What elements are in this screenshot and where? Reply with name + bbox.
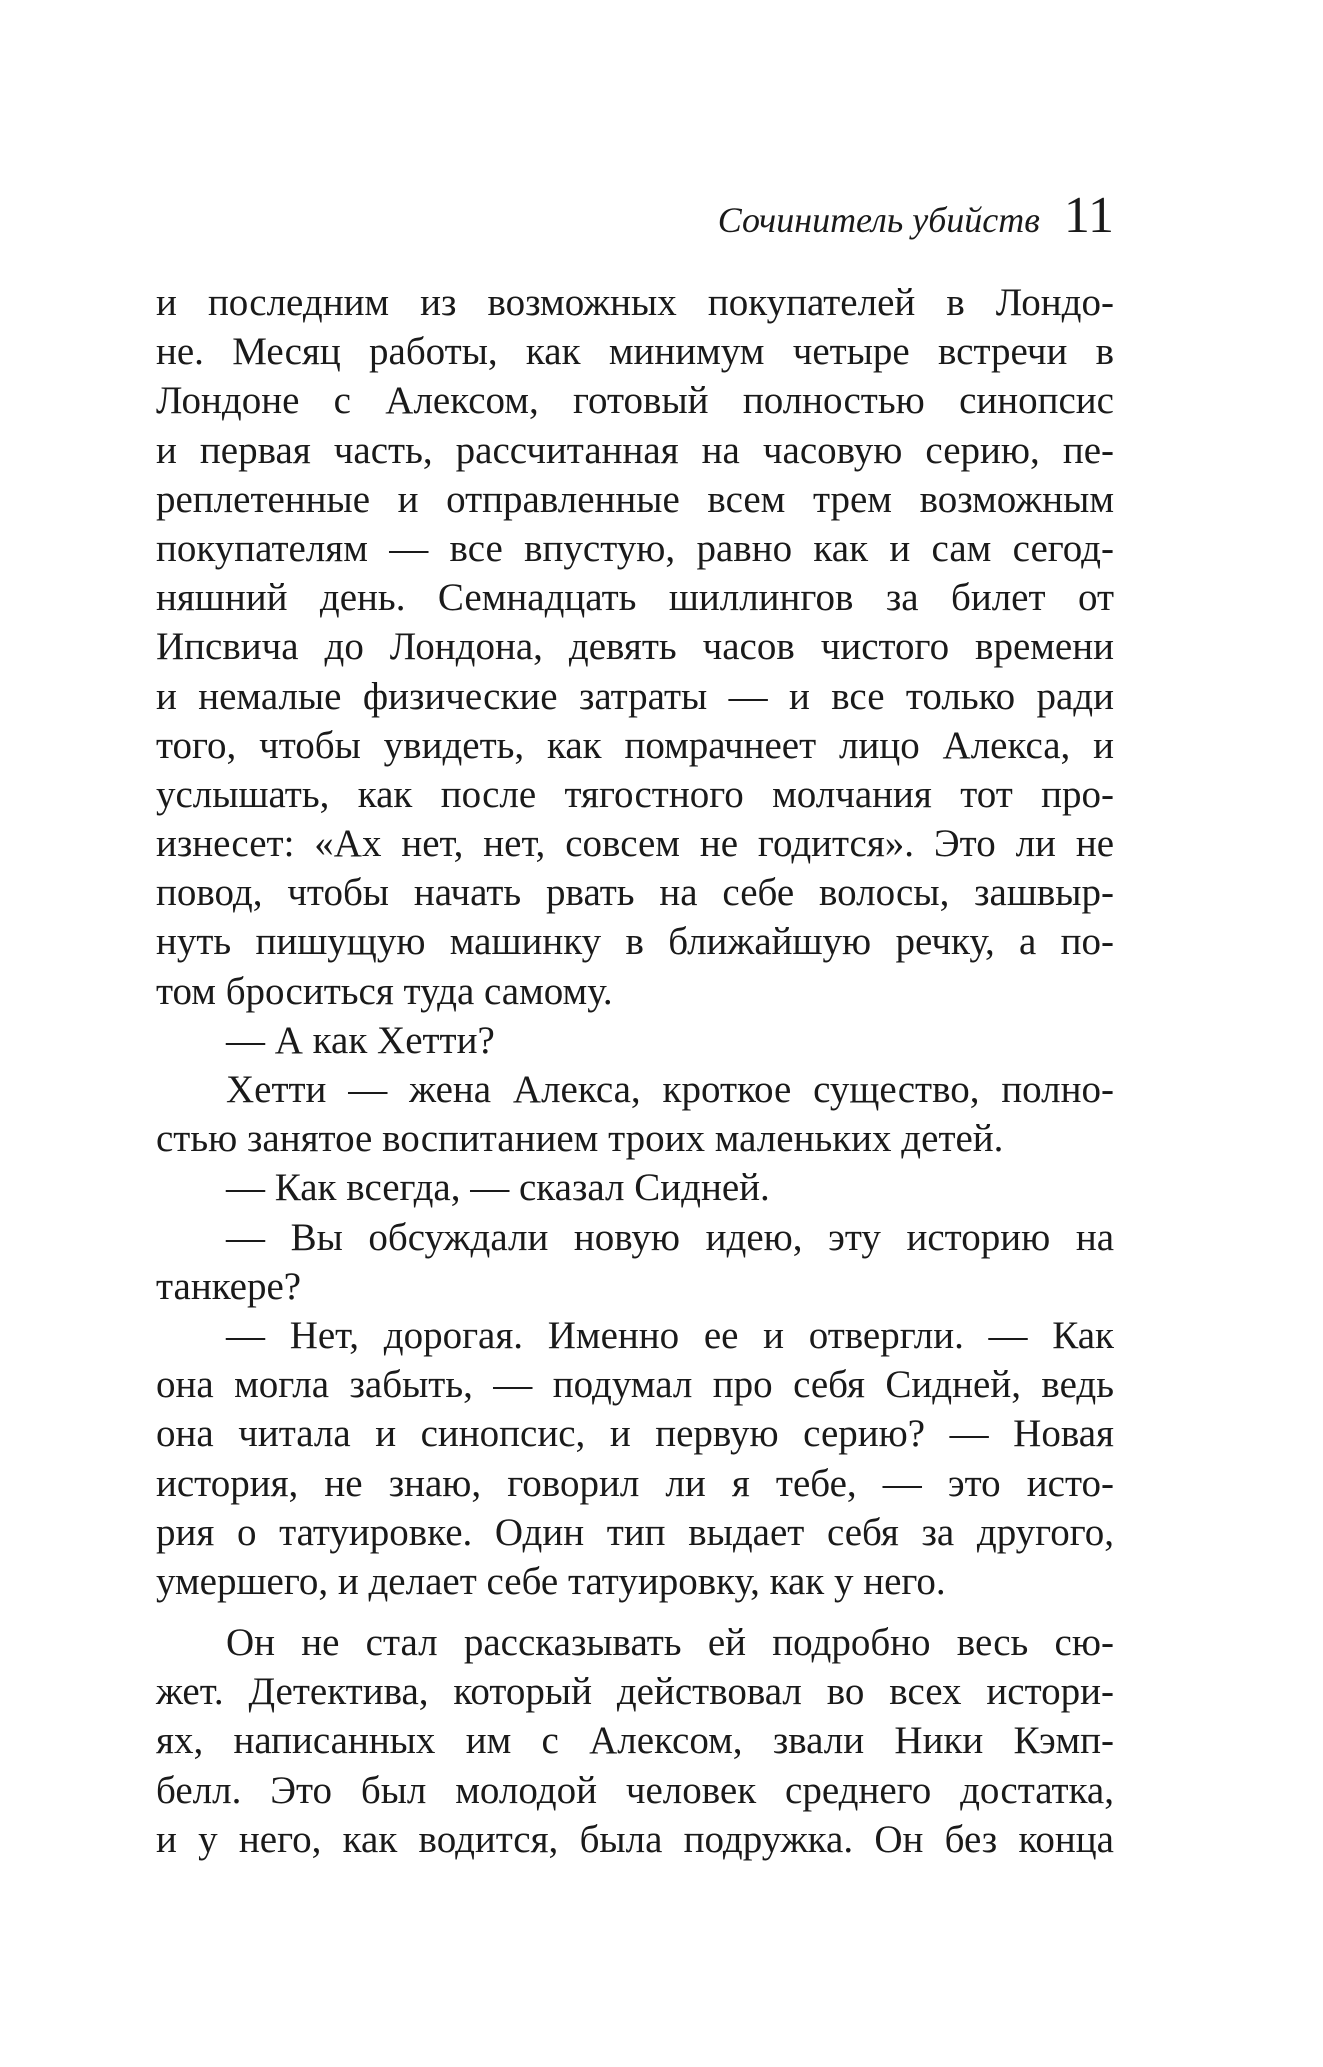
text-line: покупателям — все впустую, равно как и сам сегод- [156,526,1114,570]
text-line: и последним из возможных покупателей в Лондо- [156,281,1114,324]
text-line: няшний день. Семнадцать шиллингов за билет от [156,576,1114,620]
text-line: том броситься туда самому. [156,969,613,1013]
text-line: история, не знаю, говорил ли я тебе, — это исто- [156,1461,1114,1505]
text-line: — Как всегда, — сказал Сидней. [226,1166,770,1210]
text-line: реплетенные и отправленные всем трем возможным [156,477,1114,521]
body-text [156,278,1114,1864]
page-number: 11 [1063,187,1114,244]
text-line: Хетти — жена Алекса, кроткое существо, полно- [226,1068,1114,1111]
text-line: услышать, как после тягостного молчания тот про- [156,772,1114,816]
running-head [156,186,1114,246]
text-line: ях, написанных им с Алексом, звали Ники Кэмп- [156,1719,1114,1763]
text-line: танкере? [156,1264,302,1308]
text-line: нуть пишущую машинку в ближайшую речку, а по- [156,920,1114,964]
text-line: — Нет, дорогая. Именно ее и отвергли. — Как [226,1313,1114,1357]
text-line: и первая часть, рассчитанная на часовую серию, пе- [156,428,1114,472]
running-title: Сочинитель убийств [717,200,1040,240]
text-line: и у него, как водится, была подружка. Он без конца [156,1817,1114,1861]
text-line: умершего, и делает себе татуировку, как у него. [156,1559,946,1603]
text-line: — Вы обсуждали новую идею, эту историю на [226,1215,1114,1259]
text-line: Он не стал рассказывать ей подробно весь сю- [226,1621,1114,1665]
text-line: — А как Хетти? [226,1018,495,1062]
text-line: она читала и синопсис, и первую серию? — Новая [156,1412,1114,1456]
text-line: она могла забыть, — подумал про себя Сидней, ведь [156,1363,1114,1407]
text-line: изнесет: «Ах нет, нет, совсем не годится». Это ли не [156,822,1114,866]
text-line: жет. Детектива, который действовал во всех истори- [156,1670,1114,1714]
text-line: белл. Это был молодой человек среднего достатка, [156,1768,1114,1812]
text-line: повод, чтобы начать рвать на себе волосы, зашвыр- [156,871,1114,915]
text-line: и немалые физические затраты — и все только ради [156,674,1114,718]
text-line: того, чтобы увидеть, как помрачнеет лицо Алекса, и [156,723,1114,767]
text-line: стью занятое воспитанием троих маленьких детей. [156,1117,1004,1161]
text-line: Лондоне с Алексом, готовый полностью синопсис [156,379,1114,423]
text-line: рия о татуировке. Один тип выдает себя за другого, [156,1510,1114,1554]
text-line: не. Месяц работы, как минимум четыре встречи в [156,330,1114,374]
text-line: Ипсвича до Лондона, девять часов чистого времени [156,625,1114,669]
